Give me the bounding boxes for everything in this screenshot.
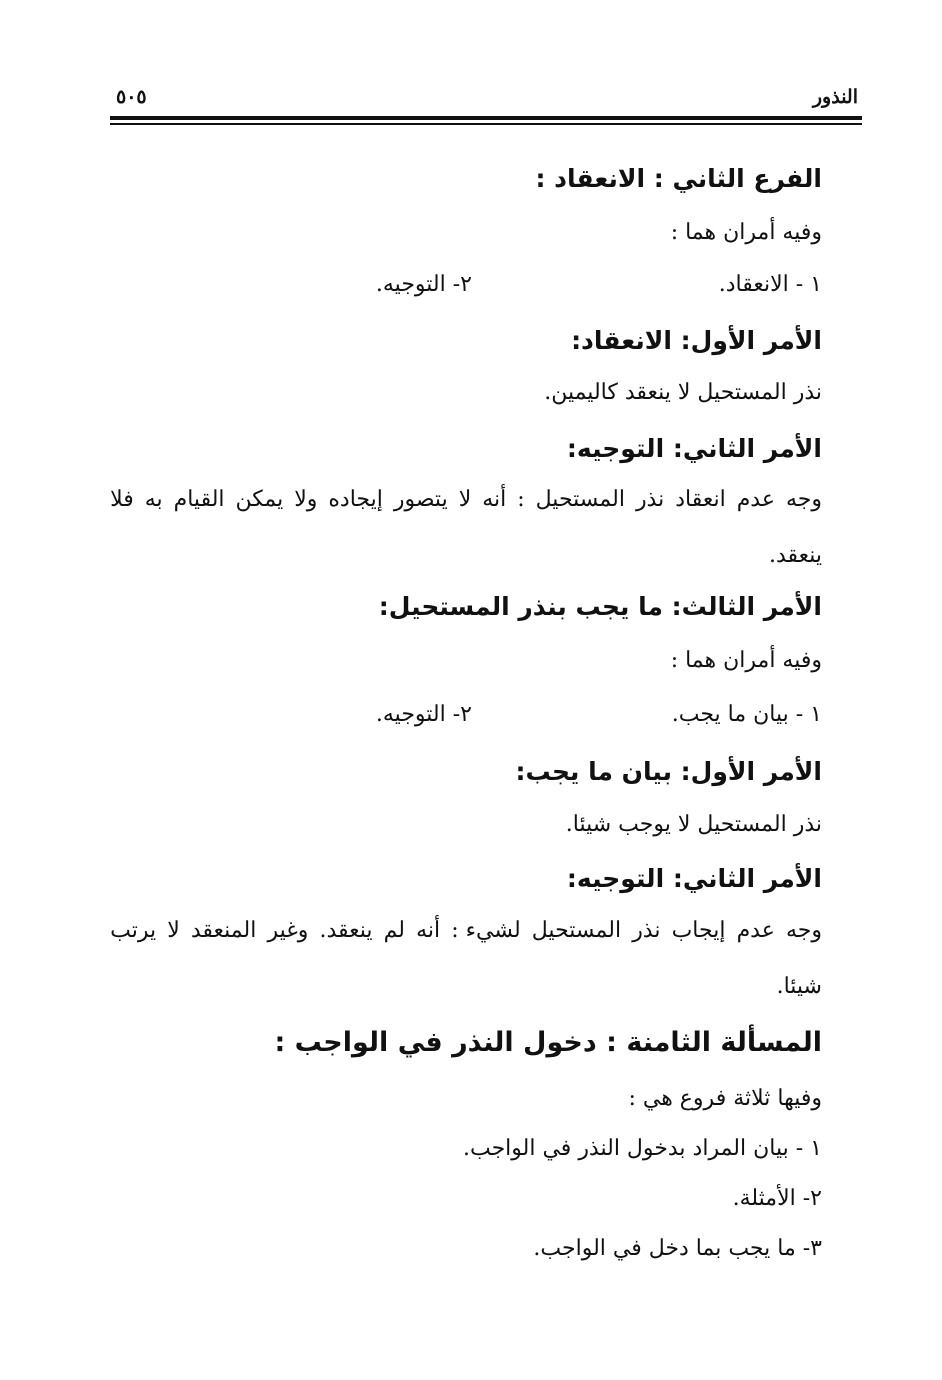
word: نذر [632, 918, 661, 943]
word: إيجاب [671, 918, 726, 943]
page-number: ٥٠٥ [116, 86, 147, 108]
word: : [517, 487, 525, 512]
word: فلا [110, 487, 134, 512]
word: المستحيل [531, 918, 622, 943]
word: إيجاده [328, 487, 383, 512]
section-heading: الأمر الثالث: ما يجب بنذر المستحيل: [378, 592, 822, 621]
word: وجه [785, 487, 822, 512]
word: وجه [785, 918, 822, 943]
word: يمكن [235, 487, 284, 512]
justified-paragraph-line [110, 487, 822, 512]
section-heading: الأمر الثاني: التوجيه: [566, 434, 822, 463]
list-item: ١ - بيان ما يجب. [671, 702, 822, 727]
justified-paragraph-line [110, 918, 822, 943]
word: ينعقد. [319, 918, 373, 943]
word: نذر [635, 487, 665, 512]
list-item: ٢- الأمثلة. [732, 1186, 822, 1211]
branch-heading: الفرع الثاني : الانعقاد : [535, 164, 822, 193]
intro-text: وفيه أمران هما : [670, 648, 822, 673]
word: يرتب [110, 918, 157, 943]
header-rule-thick [110, 116, 862, 120]
word: أنه [482, 487, 507, 512]
section-heading: الأمر الأول: بيان ما يجب: [515, 757, 822, 786]
list-item: ٣- ما يجب بما دخل في الواجب. [533, 1236, 822, 1261]
word: وغير [267, 918, 309, 943]
word: لا [458, 487, 472, 512]
section-heading: الأمر الثاني: التوجيه: [566, 864, 822, 893]
word: لا [167, 918, 180, 943]
list-item: ١ - الانعقاد. [718, 272, 822, 297]
section-heading: الأمر الأول: الانعقاد: [571, 326, 822, 355]
word: عدم [736, 487, 775, 512]
word: لشيء : [451, 918, 521, 943]
page-header [110, 86, 862, 110]
paragraph-end: شيئا. [776, 974, 822, 999]
list-item: ٢- التوجيه. [375, 272, 472, 297]
word: المنعقد [190, 918, 257, 943]
word: ولا [294, 487, 318, 512]
word: يتصور [393, 487, 448, 512]
word: المستحيل [535, 487, 625, 512]
intro-text: وفيه أمران هما : [670, 220, 822, 245]
header-rule-thin [110, 123, 862, 125]
intro-text: وفيها ثلاثة فروع هي : [628, 1086, 822, 1111]
word: به [144, 487, 163, 512]
word: أنه [416, 918, 441, 943]
paragraph: نذر المستحيل لا ينعقد كاليمين. [544, 380, 822, 405]
word: لم [383, 918, 405, 943]
paragraph: نذر المستحيل لا يوجب شيئا. [565, 812, 822, 837]
word: عدم [736, 918, 775, 943]
list-item: ٢- التوجيه. [375, 702, 472, 727]
paragraph-end: ينعقد. [768, 543, 822, 568]
issue-heading: المسألة الثامنة : دخول النذر في الواجب : [274, 1027, 822, 1058]
word: القيام [173, 487, 225, 512]
word: انعقاد [675, 487, 726, 512]
running-title: النذور [812, 86, 858, 108]
list-item: ١ - بيان المراد بدخول النذر في الواجب. [462, 1136, 822, 1161]
